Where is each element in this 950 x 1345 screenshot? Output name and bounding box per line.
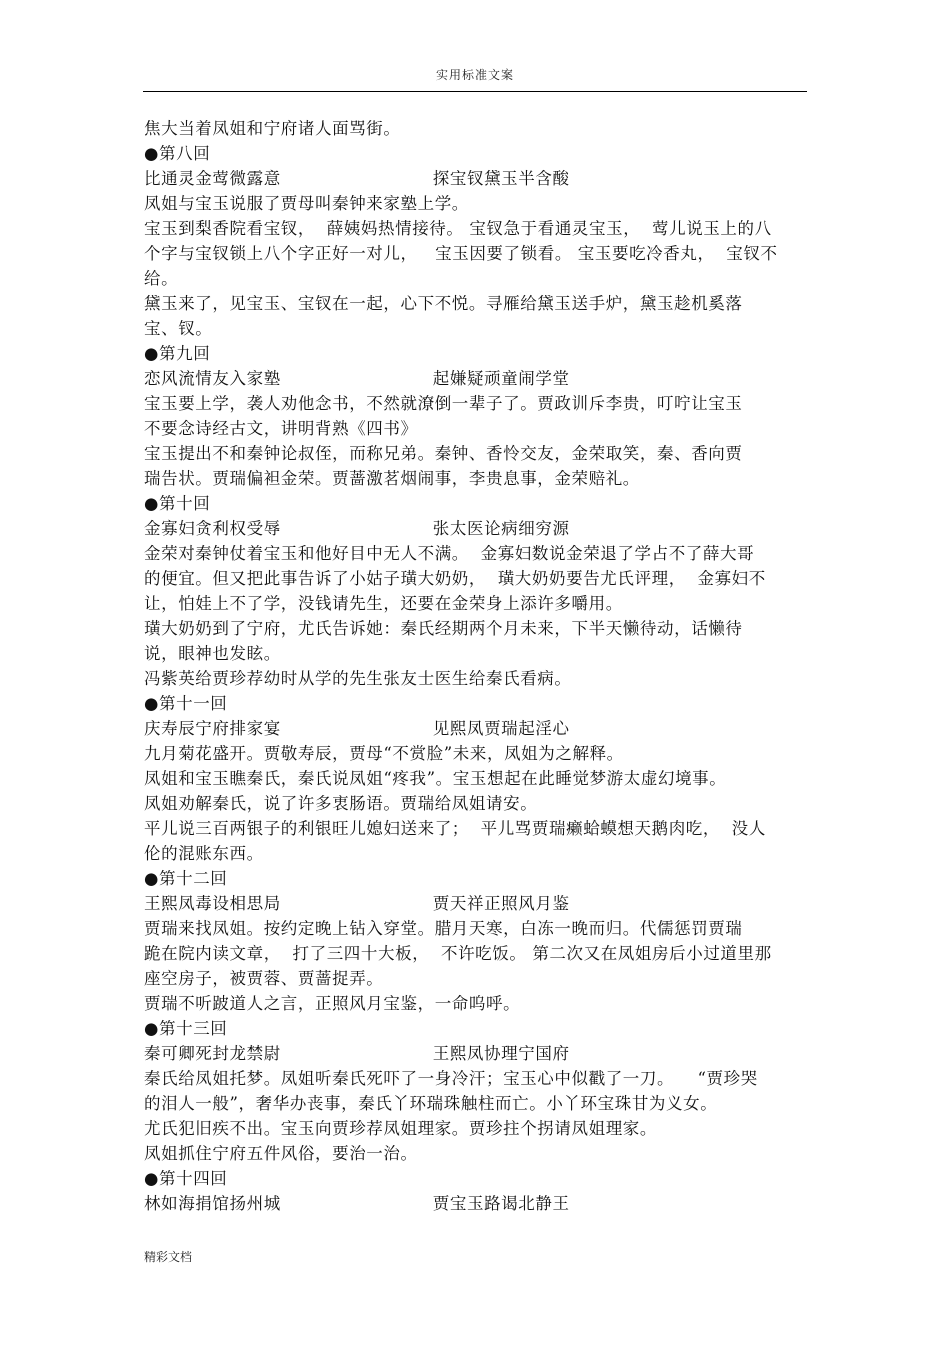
chapter-heading: ●第八回	[144, 144, 211, 163]
text-line: 焦大当着凤姐和宁府诸人面骂街。	[144, 119, 401, 138]
text-line: 黛玉来了，见宝玉、宝钗在一起，心下不悦。寻雁给黛玉送手炉，黛玉趁机奚落	[144, 294, 743, 313]
document-body	[144, 116, 808, 1216]
text-line: 金寡妇贪利权受辱 张太医论病细穷源	[144, 519, 570, 538]
text-line: 瑞告状。贾瑞偏袒金荣。贾蔷激茗烟闹事，李贵息事，金荣赔礼。	[144, 469, 640, 488]
text-line: 贾瑞来找凤姐。按约定晚上钻入穿堂。腊月天寒，白冻一晚而归。代儒惩罚贾瑞	[144, 919, 743, 938]
text-line: 金荣对秦钟仗着宝玉和他好目中无人不满。 金寡妇数说金荣退了学占不了薛大哥	[144, 544, 755, 563]
text-line: 王熙凤毒设相思局 贾天祥正照风月鉴	[144, 894, 570, 913]
text-line: 凤姐和宝玉瞧秦氏，秦氏说凤姐“疼我”。宝玉想起在此睡觉梦游太虚幻境事。	[144, 769, 727, 788]
text-line: 尤氏犯旧疾不出。宝玉向贾珍荐凤姐理家。贾珍拄个拐请凤姐理家。	[144, 1119, 657, 1138]
text-line: 平儿说三百两银子的利银旺儿媳妇送来了； 平儿骂贾瑞癞蛤蟆想天鹅肉吃， 没人	[144, 819, 766, 838]
text-line: 璜大奶奶到了宁府，尤氏告诉她：秦氏经期两个月未来，下半天懒待动，话懒待	[144, 619, 743, 638]
text-line: 宝、钗。	[144, 319, 213, 338]
text-line: 给。	[144, 269, 179, 288]
text-line: 宝玉提出不和秦钟论叔侄，而称兄弟。秦钟、香怜交友，金荣取笑，秦、香向贾	[144, 444, 743, 463]
chapter-heading: ●第九回	[144, 344, 211, 363]
text-line: 庆寿辰宁府排家宴 见熙凤贾瑞起淫心	[144, 719, 570, 738]
chapter-heading: ●第十回	[144, 494, 211, 513]
text-line: 比通灵金莺微露意 探宝钗黛玉半含酸	[144, 169, 570, 188]
text-line: 的泪人一般”，奢华办丧事，秦氏丫环瑞珠触柱而亡。小丫环宝珠甘为义女。	[144, 1094, 718, 1113]
text-line: 林如海捐馆扬州城 贾宝玉路谒北静王	[144, 1194, 570, 1213]
text-line: 宝玉要上学，袭人劝他念书，不然就潦倒一辈子了。贾政训斥李贵，叮咛让宝玉	[144, 394, 743, 413]
text-line: 秦氏给凤姐托梦。凤姐听秦氏死吓了一身冷汗；宝玉心中似戳了一刀。 “贾珍哭	[144, 1069, 758, 1088]
header-divider	[143, 91, 807, 92]
chapter-heading: ●第十四回	[144, 1169, 228, 1188]
page-footer: 精彩文档	[144, 1250, 193, 1264]
page-header: 实用标准文案	[435, 68, 514, 82]
text-line: 恋风流情友入家塾 起嫌疑顽童闹学堂	[144, 369, 570, 388]
text-line: 宝玉到梨香院看宝钗， 薛姨妈热情接待。 宝钗急于看通灵宝玉， 莺儿说玉上的八	[144, 219, 772, 238]
text-line: 秦可卿死封龙禁尉 王熙凤协理宁国府	[144, 1044, 570, 1063]
text-line: 说，眼神也发眩。	[144, 644, 281, 663]
text-line: 九月菊花盛开。贾敬寿辰，贾母“不赏脸”未来，凤姐为之解释。	[144, 744, 624, 763]
text-line: 不要念诗经古文，讲明背熟《四书》	[144, 419, 418, 438]
text-line: 跪在院内读文章， 打了三四十大板， 不许吃饭。 第二次又在凤姐房后小过道里那	[144, 944, 772, 963]
text-line: 冯紫英给贾珍荐幼时从学的先生张友士医生给秦氏看病。	[144, 669, 572, 688]
text-line: 伦的混账东西。	[144, 844, 264, 863]
text-line: 让，怕娃上不了学，没钱请先生，还要在金荣身上添许多嚼用。	[144, 594, 623, 613]
chapter-heading: ●第十二回	[144, 869, 228, 888]
text-line: 贾瑞不听跛道人之言，正照风月宝鉴，一命呜呼。	[144, 994, 521, 1013]
chapter-heading: ●第十一回	[144, 694, 228, 713]
text-line: 凤姐与宝玉说服了贾母叫秦钟来家塾上学。	[144, 194, 469, 213]
text-line: 的便宜。但又把此事告诉了小姑子璜大奶奶， 璜大奶奶要告尤氏评理， 金寡妇不	[144, 569, 766, 588]
text-line: 凤姐抓住宁府五件风俗，要治一治。	[144, 1144, 418, 1163]
text-line: 个字与宝钗锁上八个字正好一对儿， 宝玉因要了锁看。 宝玉要吃冷香丸， 宝钗不	[144, 244, 778, 263]
chapter-heading: ●第十三回	[144, 1019, 228, 1038]
text-line: 座空房子，被贾蓉、贾蔷捉弄。	[144, 969, 384, 988]
text-line: 凤姐劝解秦氏，说了许多衷肠语。贾瑞给凤姐请安。	[144, 794, 538, 813]
